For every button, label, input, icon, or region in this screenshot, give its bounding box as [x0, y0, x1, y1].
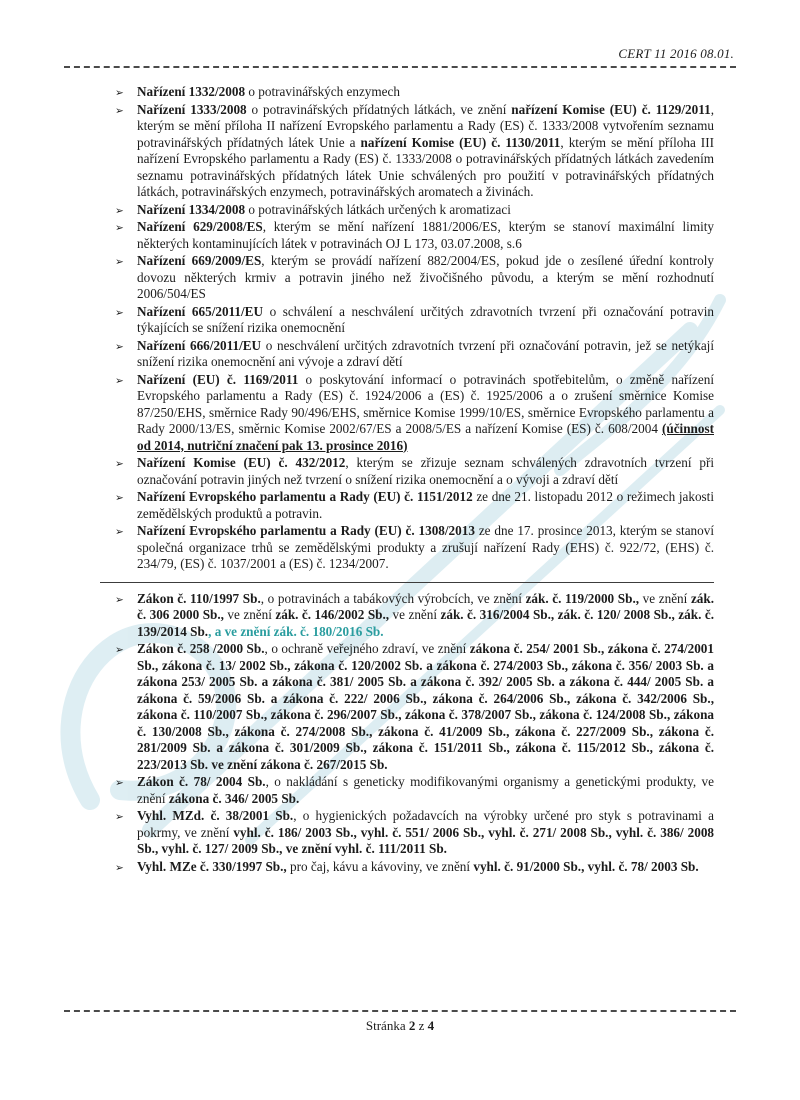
list-item	[100, 304, 714, 337]
list-item	[100, 372, 714, 455]
text-segment: , kterým se mění příloha III nařízení Evropského parlamentu a Rady (ES) č. 1333/2008 o potravinářských přídatných látkách zavedením seznamu potravinářských přídatných látek Unie schválených pro použití v potravinářských přídatných látkách, potravinářských enzymech, potravinářských aromatech a živinách.	[137, 134, 714, 199]
arrow-bullet-icon: ➢	[115, 87, 124, 99]
list-item	[100, 219, 714, 252]
arrow-bullet-icon: ➢	[115, 374, 124, 387]
list-item	[100, 774, 714, 807]
text-segment: ve znění	[223, 607, 276, 622]
laws-list	[100, 591, 714, 876]
text-segment: , kterým se mění nařízení 1881/2006/ES, kterým se stanoví maximální limity některých kontaminujících látek v potravinách OJ L 173, 03.07.2008, s.6	[137, 219, 714, 251]
list-item	[100, 523, 714, 573]
arrow-bullet-icon: ➢	[115, 222, 124, 234]
footer-prefix: Stránka	[365, 1018, 409, 1033]
text-segment: Vyhl. MZe č. 330/1997 Sb.,	[137, 858, 287, 874]
text-segment: o neschválení určitých zdravotních tvrzení při označování potravin, jež se netýkají snížení rizika onemocnění ani vývoje a zdraví dětí	[137, 337, 714, 369]
text-segment: Zákon č. 258 /2000 Sb.	[137, 641, 265, 656]
list-item-text	[137, 859, 699, 874]
header-doc-ref: CERT 11 2016 08.01.	[618, 46, 734, 61]
text-segment: Nařízení Komise (EU) č. 432/2012	[137, 455, 346, 470]
section-divider	[100, 582, 714, 583]
text-segment: Nařízení 666/2011/EU	[137, 337, 262, 353]
text-segment: vyhl. č. 91/2000 Sb., vyhl. č. 78/ 2003 Sb.	[473, 858, 699, 874]
text-segment: Nařízení Evropského parlamentu a Rady (EU) č. 1151/2012	[137, 489, 473, 504]
text-segment: zák. č. 146/2002 Sb.,	[275, 607, 390, 622]
list-item-text	[137, 591, 714, 639]
list-item	[100, 202, 714, 219]
arrow-bullet-icon: ➢	[115, 104, 124, 117]
text-segment: ve znění	[389, 607, 441, 622]
header-rule	[64, 66, 736, 68]
list-item	[100, 84, 714, 101]
text-segment: Zákon č. 110/1997 Sb.	[137, 590, 261, 606]
text-segment: zák. č. 306 2000 Sb.,	[137, 590, 715, 622]
arrow-bullet-icon: ➢	[115, 306, 124, 319]
arrow-bullet-icon: ➢	[115, 526, 124, 538]
text-segment: zák. č. 316/2004 Sb., zák. č. 120/ 2008 Sb., zák. č. 139/2014 Sb.	[137, 607, 714, 639]
list-item-text	[137, 523, 714, 571]
list-item	[100, 591, 714, 641]
text-segment: vyhl. č. 186/ 2003 Sb., vyhl. č. 551/ 2006 Sb., vyhl. č. 271/ 2008 Sb., vyhl. č. 386/ 2008 Sb., vyhl. č. 127/ 2009 Sb., ve znění vyhl. č. 111/2011 Sb.	[137, 824, 715, 856]
text-segment: o potravinářských přídatných látkách, ve znění	[246, 101, 512, 117]
footer-rule	[64, 1010, 736, 1012]
arrow-bullet-icon: ➢	[115, 644, 124, 656]
footer-page-number: 2	[408, 1018, 416, 1033]
list-item-text	[137, 304, 714, 336]
text-segment: Nařízení Evropského parlamentu a Rady (EU) č. 1308/2013	[137, 523, 475, 538]
regulations-list	[100, 84, 714, 573]
text-segment: pro čaj, kávu a kávoviny, ve znění	[286, 858, 474, 874]
arrow-bullet-icon: ➢	[115, 204, 124, 217]
text-segment: Vyhl. MZd. č. 38/2001 Sb.	[137, 808, 294, 823]
list-item	[100, 102, 714, 201]
list-item	[100, 455, 714, 488]
footer-total-pages: 4	[427, 1018, 435, 1033]
text-segment: , kterým se provádí nařízení 882/2004/ES, pokud jde o zesílené úřední kontroly dovozu některých krmiv a potravin jiného než živočišného původu, a kterým se mění rozhodnutí 2006/504/ES	[137, 253, 714, 301]
arrow-bullet-icon: ➢	[115, 811, 124, 823]
text-segment: , kterým se zřizuje seznam schválených zdravotních tvrzení při označování potravin jiných než tvrzení o snížení rizika onemocnění a o vývoji a zdraví dětí	[137, 455, 714, 487]
text-segment: , a ve znění zák. č. 180/2016 Sb.	[208, 623, 384, 639]
list-item	[100, 338, 714, 371]
list-item	[100, 489, 714, 522]
footer-page-label	[0, 1018, 800, 1034]
list-item	[100, 808, 714, 858]
list-item	[100, 641, 714, 773]
text-segment: , o potravinách a tabákových výrobcích, ve znění	[260, 590, 526, 606]
text-segment: , kterým se mění příloha II nařízení Evropského parlamentu a Rady (ES) č. 1333/2008 vytvořením seznamu potravinářských přídatných látek Unie a	[137, 101, 714, 150]
list-item-text	[137, 774, 714, 806]
text-segment: , o ochraně veřejného zdraví, ve znění	[264, 641, 470, 656]
text-segment: zákona č. 254/ 2001 Sb., zákona č. 274/2001 Sb., zákona č. 13/ 2002 Sb., zákona č. 120/2002 Sb. a zákona č. 274/2003 Sb., zákona č. 356/ 2003 Sb. a zákona 253/ 2005 Sb. a zákona č. 381/ 2005 Sb. a zákona č. 392/ 2005 Sb. a zákona č. 444/ 2005 Sb. a zákona č. 59/2006 Sb. a zákona č. 222/ 2006 Sb., zákona č. 264/2006 Sb., zákona č. 342/2006 Sb., zákona č. 110/2007 Sb., zákona č. 296/2007 Sb., zákona č. 378/2007 Sb., zákona č. 124/2008 Sb., zákona č. 130/2008 Sb., zákona č. 274/2008 Sb., zákona č. 41/2009 Sb., zákona č. 227/2009 Sb., zákona č. 281/2009 Sb. a zákona č. 301/2009 Sb., zákona č. 151/2011 Sb., zákona č. 115/2012 Sb., zákona č. 223/2013 Sb. ve znění zákona č. 267/2015 Sb.	[137, 641, 714, 772]
text-segment: ve znění	[639, 590, 691, 606]
text-segment: Nařízení 1332/2008	[137, 84, 246, 99]
arrow-bullet-icon: ➢	[115, 458, 124, 470]
list-item-text	[137, 489, 714, 521]
text-segment: (účinnost od 2014, nutriční značení pak 13. prosince 2016)	[137, 421, 714, 453]
list-item-text	[137, 455, 714, 487]
text-segment: zák. č. 119/2000 Sb.,	[525, 590, 640, 606]
text-segment: nařízení Komise (EU) č. 1129/2011	[511, 101, 711, 117]
document-body	[100, 84, 714, 876]
list-item	[100, 253, 714, 303]
list-item-text	[137, 338, 714, 370]
text-segment: Nařízení 665/2011/EU	[137, 303, 263, 319]
arrow-bullet-icon: ➢	[115, 340, 124, 353]
text-segment: o potravinářských enzymech	[245, 84, 400, 99]
text-segment: Nařízení 629/2008/ES	[137, 219, 263, 234]
text-segment: Nařízení 669/2009/ES	[137, 253, 262, 268]
list-item-text	[137, 372, 714, 453]
text-segment: Zákon č. 78/ 2004 Sb.	[137, 774, 266, 789]
list-item	[100, 859, 714, 876]
arrow-bullet-icon: ➢	[115, 777, 124, 789]
list-item-text	[137, 808, 714, 856]
text-segment: Nařízení 1333/2008	[137, 101, 247, 117]
text-segment: o schválení a neschválení určitých zdravotních tvrzení při označování potravin týkajících se snížení rizika onemocnění	[137, 303, 714, 335]
arrow-bullet-icon: ➢	[115, 593, 124, 606]
text-segment: zákona č. 346/ 2005 Sb.	[168, 790, 300, 806]
list-item-text	[137, 202, 511, 217]
list-item-text	[137, 253, 714, 301]
arrow-bullet-icon: ➢	[115, 492, 124, 504]
footer-separator: z	[415, 1018, 428, 1033]
list-item-text	[137, 219, 714, 251]
arrow-bullet-icon: ➢	[115, 861, 124, 874]
text-segment: Nařízení 1334/2008	[137, 201, 246, 217]
arrow-bullet-icon: ➢	[115, 256, 124, 268]
text-segment: ze dne 21. listopadu 2012 o režimech jakosti zemědělských produktů a potravin.	[137, 489, 714, 521]
text-segment: , o hygienických požadavcích na výrobky určené pro styk s potravinami a pokrmy, ve znění	[137, 808, 714, 840]
text-segment: ze dne 17. prosince 2013, kterým se stanoví společná organizace trhů se zemědělskými produkty a zrušují nařízení Rady (EHS) č. 922/72, (EHS) č. 234/79, (ES) č. 1037/2001 a (ES) č. 1234/2007.	[137, 523, 714, 571]
list-item-text	[137, 102, 714, 200]
text-segment: nařízení Komise (EU) č. 1130/2011	[360, 134, 561, 150]
text-segment: , o nakládání s geneticky modifikovanými organismy a genetickými produkty, ve znění	[137, 774, 714, 806]
list-item-text	[137, 84, 400, 99]
text-segment: Nařízení (EU) č. 1169/2011	[137, 371, 299, 387]
list-item-text	[137, 641, 714, 772]
text-segment: o poskytování informací o potravinách spotřebitelům, o změně nařízení Evropského parlamentu a Rady (ES) č. 1924/2006 a (ES) č. 1925/2006 a o zrušení směrnice Komise 87/250/EHS, směrnice Rady 90/496/EHS, směrnice Komise 1999/10/ES, směrnice Evropského parlamentu a Rady 2000/13/ES, směrnic Komise 2002/67/ES a 2008/5/ES a nařízení Komise (ES) č. 608/2004	[137, 371, 714, 436]
text-segment: o potravinářských látkách určených k aromatizaci	[245, 201, 511, 217]
